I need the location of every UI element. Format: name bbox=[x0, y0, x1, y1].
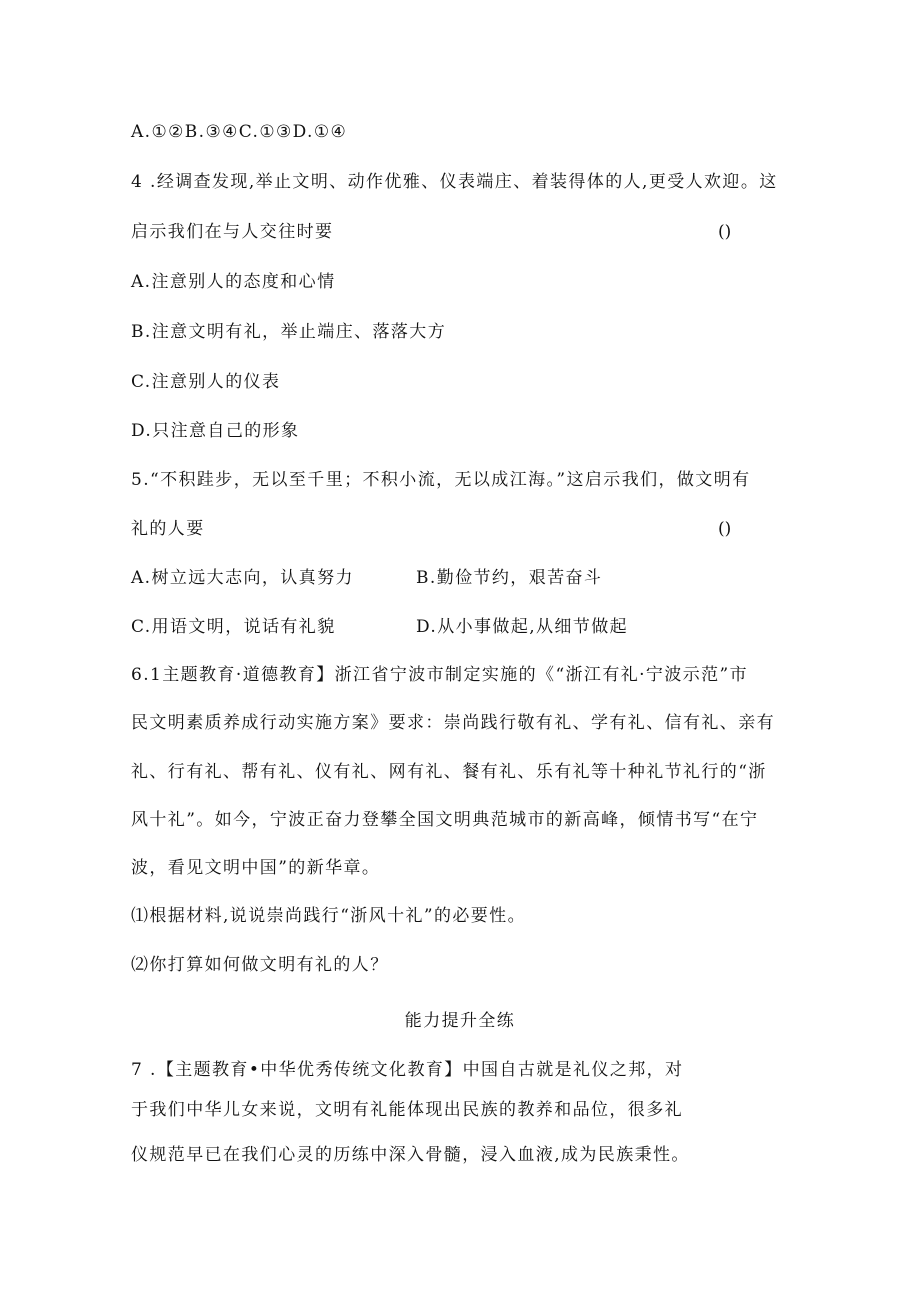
q7-text-line: 于我们中华儿女来说，文明有礼能体现出民族的教养和品位，很多礼 bbox=[131, 1100, 683, 1120]
q4-option-c: C.注意别人的仪表 bbox=[131, 372, 281, 392]
q6-material-line: 礼、行有礼、帮有礼、仪有礼、网有礼、餐有礼、乐有礼等十种礼节礼行的“浙 bbox=[131, 762, 767, 782]
q4-option-b: B.注意文明有礼，举止端庄、落落大方 bbox=[131, 322, 447, 342]
q5-option-a: A.树立远大志向，认真努力 bbox=[131, 568, 354, 588]
q4-stem-line1: 4 .经调查发现,举止文明、动作优雅、仪表端庄、着装得体的人,更受人欢迎。这 bbox=[131, 172, 778, 192]
q5-option-b: B.勤俭节约，艰苦奋斗 bbox=[416, 568, 603, 588]
q5-option-c: C.用语文明，说话有礼貌 bbox=[131, 617, 336, 637]
q5-stem-line1: 5.“不积跬步，无以至千里；不积小流，无以成江海。”这启示我们，做文明有 bbox=[131, 470, 751, 490]
q5-stem-line2: 礼的人要 bbox=[131, 519, 205, 539]
q4-option-d: D.只注意自己的形象 bbox=[131, 421, 300, 441]
section-heading: 能力提升全练 bbox=[404, 1011, 516, 1031]
q4-option-a: A.注意别人的态度和心情 bbox=[131, 272, 336, 292]
q6-material-line: 风十礼”。如今，宁波正奋力登攀全国文明典范城市的新高峰，倾情书写“在宁 bbox=[131, 810, 759, 830]
q6-material-line: 民文明素质养成行动实施方案》要求：崇尚践行敬有礼、学有礼、信有礼、亲有 bbox=[131, 713, 775, 733]
q4-stem-line2: 启示我们在与人交往时要 bbox=[131, 222, 334, 242]
q4-answer-paren: () bbox=[718, 222, 732, 242]
q6-material-line: 6.1主题教育·道德教育】浙江省宁波市制定实施的《“浙江有礼·宁波示范”市 bbox=[131, 665, 749, 685]
q7-text-line: 7 .【主题教育•中华优秀传统文化教育】中国自古就是礼仪之邦，对 bbox=[131, 1060, 684, 1080]
q6-material-line: 波，看见文明中国”的新华章。 bbox=[131, 858, 381, 878]
q7-text-line: 仪规范早已在我们心灵的历练中深入骨髓，浸入血液,成为民族秉性。 bbox=[131, 1145, 690, 1165]
q6-subquestion-1: ⑴根据材料,说说崇尚践行“浙风十礼”的必要性。 bbox=[131, 906, 526, 926]
q5-option-d: D.从小事做起,从细节做起 bbox=[416, 617, 629, 637]
q5-answer-paren: () bbox=[718, 519, 732, 539]
q3-options: A.①②B.③④C.①③D.①④ bbox=[131, 122, 348, 142]
q6-subquestion-2: ⑵你打算如何做文明有礼的人？ bbox=[131, 955, 389, 975]
